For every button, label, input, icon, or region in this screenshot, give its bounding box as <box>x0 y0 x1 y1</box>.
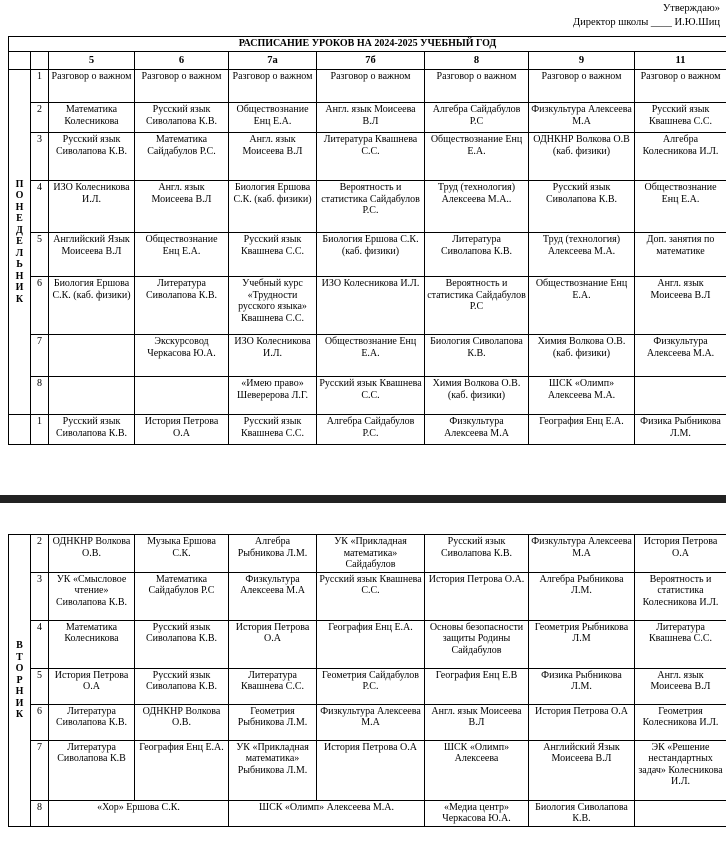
class-header-row <box>9 51 726 70</box>
lesson-cell: «Хор» Ершова С.К. <box>49 800 229 826</box>
lesson-row <box>9 572 726 620</box>
lesson-cell <box>635 800 726 826</box>
day-label <box>9 70 31 415</box>
lesson-row <box>9 620 726 668</box>
lesson-cell: Доп. занятия по математике <box>635 233 726 277</box>
lesson-cell: Литература Сиволапова К.В <box>49 740 135 800</box>
lesson-cell: ИЗО Колесникова И.Л. <box>317 277 425 335</box>
schedule-table-monday <box>8 36 726 445</box>
lesson-cell: Русский язык Квашнева С.С. <box>229 415 317 445</box>
lesson-number: 1 <box>31 415 49 445</box>
lesson-cell: ШСК «Олимп» Алексеева <box>425 740 529 800</box>
lesson-cell: География Енц Е.А. <box>317 620 425 668</box>
lesson-cell: Алгебра Сайдабулов Р.С <box>425 103 529 133</box>
lesson-number: 4 <box>31 620 49 668</box>
lesson-cell: История Петрова О.А <box>635 535 726 573</box>
lesson-cell: ОДНКНР Волкова О.В. <box>135 704 229 740</box>
lesson-number: 3 <box>31 133 49 181</box>
day-letter: О <box>15 190 24 202</box>
lesson-row <box>9 133 726 181</box>
lesson-cell: Учебный курс «Трудности русского языка» Квашнева С.С. <box>229 277 317 335</box>
lesson-number: 1 <box>31 70 49 103</box>
lesson-cell: ШСК «Олимп» Алексеева М.А. <box>229 800 425 826</box>
class-header: 9 <box>529 51 635 70</box>
lesson-cell: Литература Сиволапова К.В. <box>49 704 135 740</box>
day-letter: Н <box>15 686 24 697</box>
lesson-cell <box>135 377 229 415</box>
lesson-cell: Физкультура Алексеева М.А <box>229 572 317 620</box>
lesson-cell: ИЗО Колесникова И.Л. <box>229 335 317 377</box>
lesson-cell: Вероятность и статистика Сайдабулов Р.С <box>425 277 529 335</box>
day-letter: Н <box>15 270 24 282</box>
lesson-cell: Русский язык Сиволапова К.В. <box>135 668 229 704</box>
lesson-cell: Труд (технология) Алексеева М.А.. <box>425 181 529 233</box>
schedule-title: РАСПИСАНИЕ УРОКОВ НА 2024-2025 УЧЕБНЫЙ ГОД <box>9 37 726 52</box>
lesson-cell: Обществознание Енц Е.А. <box>135 233 229 277</box>
lesson-cell: Музыка Ершова С.К. <box>135 535 229 573</box>
class-header: 7а <box>229 51 317 70</box>
lesson-row <box>9 70 726 103</box>
lesson-cell: Геометрия Рыбникова Л.М. <box>229 704 317 740</box>
lesson-cell: Обществознание Енц Е.А. <box>229 103 317 133</box>
day-letter: И <box>15 282 24 294</box>
lesson-cell: Литература Квашнева С.С. <box>229 668 317 704</box>
lesson-row <box>9 704 726 740</box>
lesson-cell: Физкультура Алексеева М.А <box>425 415 529 445</box>
lesson-cell: Обществознание Енц Е.А. <box>635 181 726 233</box>
lesson-cell: История Петрова О.А <box>49 668 135 704</box>
lesson-cell: Разговор о важном <box>49 70 135 103</box>
lesson-cell: Геометрия Колесникова И.Л. <box>635 704 726 740</box>
day-letter: Н <box>15 201 24 213</box>
lesson-cell: Физкультура Алексеева М.А. <box>635 335 726 377</box>
day-letter: Т <box>16 651 23 663</box>
lesson-cell: Русский язык Сиволапова К.В. <box>135 103 229 133</box>
lesson-cell: Физкультура Алексеева М.А <box>529 535 635 573</box>
lesson-number: 8 <box>31 377 49 415</box>
lesson-row <box>9 335 726 377</box>
lesson-cell: Русский язык Сиволапова К.В. <box>49 415 135 445</box>
lesson-cell: Литература Сиволапова К.В. <box>425 233 529 277</box>
lesson-row <box>9 535 726 573</box>
day-letter: Р <box>16 674 23 686</box>
lesson-cell: Физкультура Алексеева М.А <box>317 704 425 740</box>
lesson-cell: Русский язык Квашнева С.С. <box>317 377 425 415</box>
lesson-cell: Математика Колесникова <box>49 620 135 668</box>
day-letter: Е <box>16 236 23 248</box>
day-letter: О <box>15 663 24 674</box>
lesson-number: 5 <box>31 668 49 704</box>
lesson-cell: Русский язык Сиволапова К.В. <box>135 620 229 668</box>
day-letter: Д <box>16 224 23 236</box>
lesson-cell: Биология Сиволапова К.В. <box>529 800 635 826</box>
lesson-cell: ЭК «Решение нестандартных задач» Колесникова И.Л. <box>635 740 726 800</box>
lesson-cell: Труд (технология) Алексеева М.А. <box>529 233 635 277</box>
lesson-cell: Русский язык Квашнева С.С. <box>317 572 425 620</box>
lesson-cell: Русский язык Сиволапова К.В. <box>425 535 529 573</box>
day-letter: П <box>15 178 24 190</box>
lesson-cell: Англ. язык Моисеева В.Л <box>425 704 529 740</box>
lesson-cell: Русский язык Сиволапова К.В. <box>49 133 135 181</box>
class-header: 8 <box>425 51 529 70</box>
lesson-cell: Алгебра Рыбникова Л.М. <box>229 535 317 573</box>
lesson-cell: Обществознание Енц Е.А. <box>317 335 425 377</box>
lesson-cell: УК «Прикладная математика» Сайдабулов <box>317 535 425 573</box>
lesson-row <box>9 181 726 233</box>
lesson-cell: Математика Сайдабулов Р.С. <box>135 133 229 181</box>
lesson-cell: Русский язык Квашнева С.С. <box>635 103 726 133</box>
lesson-cell: Литература Сиволапова К.В. <box>135 277 229 335</box>
day-letter: И <box>15 697 24 709</box>
lesson-cell: Разговор о важном <box>135 70 229 103</box>
lesson-cell: Алгебра Сайдабулов Р.С. <box>317 415 425 445</box>
lesson-row <box>9 415 726 445</box>
lesson-cell: УК «Смысловое чтение» Сиволапова К.В. <box>49 572 135 620</box>
lesson-cell: Основы безопасности защиты Родины Сайдабулов <box>425 620 529 668</box>
lesson-cell: Физика Рыбникова Л.М. <box>529 668 635 704</box>
lesson-cell: Русский язык Сиволапова К.В. <box>529 181 635 233</box>
class-header: 7б <box>317 51 425 70</box>
schedule-table-tuesday <box>8 534 726 827</box>
lesson-cell: Биология Ершова С.К. (каб. физики) <box>317 233 425 277</box>
lesson-number: 6 <box>31 704 49 740</box>
lesson-cell: Англ. язык Моисеева В.Л <box>635 277 726 335</box>
lesson-number: 5 <box>31 233 49 277</box>
lesson-row <box>9 103 726 133</box>
day-label <box>9 535 31 827</box>
lesson-cell: Разговор о важном <box>317 70 425 103</box>
lesson-cell: Вероятность и статистика Колесникова И.Л. <box>635 572 726 620</box>
approval-line-2: Директор школы ____ И.Ю.Шиц <box>573 17 720 28</box>
lesson-cell: Алгебра Колесникова И.Л. <box>635 133 726 181</box>
lesson-cell: Биология Сиволапова К.В. <box>425 335 529 377</box>
lesson-cell: УК «Прикладная математика» Рыбникова Л.М. <box>229 740 317 800</box>
lesson-cell: ИЗО Колесникова И.Л. <box>49 181 135 233</box>
class-header: 6 <box>135 51 229 70</box>
day-letter: В <box>16 640 23 651</box>
lesson-number: 2 <box>31 535 49 573</box>
day-letter: Л <box>15 247 24 259</box>
lesson-cell: Англ. язык Моисеева В.Л <box>635 668 726 704</box>
lesson-cell: Англ. язык Моисеева В.Л <box>317 103 425 133</box>
lesson-cell <box>49 335 135 377</box>
lesson-cell: Вероятность и статистика Сайдабулов Р.С. <box>317 181 425 233</box>
lesson-row <box>9 668 726 704</box>
lesson-cell: Разговор о важном <box>425 70 529 103</box>
lesson-cell: Химия Волкова О.В. (каб. физики) <box>425 377 529 415</box>
lesson-row <box>9 740 726 800</box>
lesson-cell: «Имею право» Шеверерова Л.Г. <box>229 377 317 415</box>
class-header: 11 <box>635 51 726 70</box>
lesson-cell: Геометрия Сайдабулов Р.С. <box>317 668 425 704</box>
lesson-cell: География Енц Е.В <box>425 668 529 704</box>
approval-block <box>573 2 720 30</box>
lesson-cell: Геометрия Рыбникова Л.М <box>529 620 635 668</box>
day-letter: Е <box>16 213 23 225</box>
lesson-row <box>9 233 726 277</box>
lesson-cell: Английский Язык Моисеева В.Л <box>529 740 635 800</box>
lesson-cell: География Енц Е.А. <box>529 415 635 445</box>
lesson-cell: Алгебра Рыбникова Л.М. <box>529 572 635 620</box>
lesson-cell: Химия Волкова О.В. (каб. физики) <box>529 335 635 377</box>
lesson-cell: Литература Квашнева С.С. <box>317 133 425 181</box>
lesson-cell: ОДНКНР Волкова О.В (каб. физики) <box>529 133 635 181</box>
lesson-cell: ШСК «Олимп» Алексеева М.А. <box>529 377 635 415</box>
day-letter: Ь <box>16 259 23 271</box>
lesson-number: 7 <box>31 335 49 377</box>
lesson-cell: Обществознание Енц Е.А. <box>529 277 635 335</box>
lesson-cell: Разговор о важном <box>529 70 635 103</box>
lesson-cell: Математика Сайдабулов Р.С <box>135 572 229 620</box>
lesson-cell: Разговор о важном <box>635 70 726 103</box>
lesson-cell: История Петрова О.А. <box>425 572 529 620</box>
lesson-cell <box>49 377 135 415</box>
lesson-cell: Обществознание Енц Е.А. <box>425 133 529 181</box>
lesson-number: 7 <box>31 740 49 800</box>
class-header: 5 <box>49 51 135 70</box>
lesson-row <box>9 377 726 415</box>
lesson-number: 6 <box>31 277 49 335</box>
lesson-cell: Англ. язык Моисеева В.Л <box>229 133 317 181</box>
lesson-cell: История Петрова О.А <box>135 415 229 445</box>
lesson-cell: Биология Ершова С.К. (каб. физики) <box>49 277 135 335</box>
lesson-number: 4 <box>31 181 49 233</box>
lesson-cell: География Енц Е.А. <box>135 740 229 800</box>
day-letter: К <box>15 709 24 720</box>
lesson-cell: Английский Язык Моисеева В.Л <box>49 233 135 277</box>
lesson-number: 8 <box>31 800 49 826</box>
page-separator <box>0 495 726 503</box>
lesson-cell <box>635 377 726 415</box>
day-letter: К <box>15 293 24 305</box>
approval-line-1: Утверждаю» <box>662 3 720 14</box>
lesson-cell: Разговор о важном <box>229 70 317 103</box>
lesson-cell: Англ. язык Моисеева В.Л <box>135 181 229 233</box>
lesson-cell: Литература Квашнева С.С. <box>635 620 726 668</box>
lesson-number: 3 <box>31 572 49 620</box>
lesson-cell: ОДНКНР Волкова О.В. <box>49 535 135 573</box>
lesson-cell: Биология Ершова С.К. (каб. физики) <box>229 181 317 233</box>
lesson-cell: Математика Колесникова <box>49 103 135 133</box>
lesson-cell: «Медиа центр» Черкасова Ю.А. <box>425 800 529 826</box>
lesson-cell: История Петрова О.А <box>529 704 635 740</box>
lesson-cell: Физкультура Алексеева М.А <box>529 103 635 133</box>
lesson-cell: Экскурсовод Черкасова Ю.А. <box>135 335 229 377</box>
lesson-cell: Русский язык Квашнева С.С. <box>229 233 317 277</box>
lesson-row <box>9 800 726 826</box>
lesson-row <box>9 277 726 335</box>
lesson-cell: История Петрова О.А <box>229 620 317 668</box>
lesson-number: 2 <box>31 103 49 133</box>
day-label <box>9 415 31 445</box>
lesson-cell: Физика Рыбникова Л.М. <box>635 415 726 445</box>
lesson-cell: История Петрова О.А <box>317 740 425 800</box>
